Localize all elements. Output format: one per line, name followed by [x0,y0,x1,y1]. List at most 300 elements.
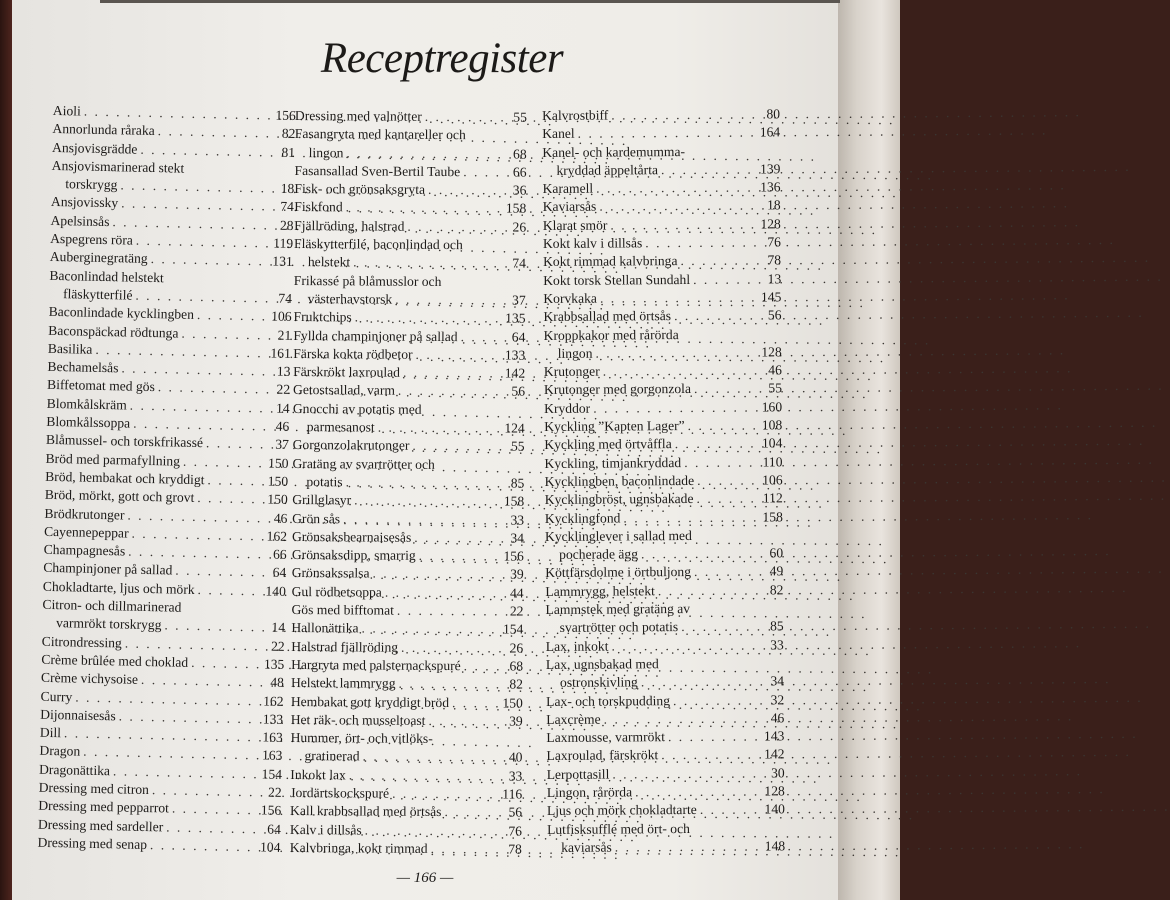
entry-line [290,821,522,841]
dot-leader [684,453,760,472]
entry-line [291,601,523,621]
entry-page-number: 150 [267,473,289,489]
entry-title: Lammrygg, helstekt [545,582,655,599]
index-entry [295,107,527,127]
entry-page-number: 33 [508,768,523,784]
entry-page-number: 78 [508,841,522,857]
dot-leader [354,492,501,511]
entry-page-number: 78 [767,252,782,268]
entry-title: Gul rödbetsoppa [291,583,382,600]
entry-line [292,528,524,548]
entry-title: Grön sås [292,510,341,526]
entry-page-number: 85 [510,475,525,491]
dot-leader [428,712,506,731]
entry-title: Kyckling ”Kapten Lager” [544,418,685,435]
entry-page-number: 37 [512,292,526,308]
index-entry [294,217,526,237]
entry-page-number: 22 [509,603,524,619]
entry-page-number: 46 [770,710,785,726]
entry-line [546,654,784,674]
entry-page-number: 110 [762,453,783,470]
entry-title: lingon [557,345,593,361]
entry-page-number: 14 [271,619,286,636]
entry-line [291,619,523,639]
dot-leader [398,382,509,401]
index-entry [542,105,780,125]
index-entry [292,491,524,511]
dot-leader [658,581,767,600]
index-entry [292,455,524,493]
entry-title: Dressing med pepparrot [38,798,170,816]
entry-line [544,435,782,455]
entry-title: Kroppkakor med rårörda [543,326,679,343]
entry-page-number: 140 [265,583,287,599]
entry-page-number: 68 [509,658,524,674]
entry-title: gratinerad [304,748,360,764]
entry-page-number: 163 [261,747,283,764]
entry-title: Inkokt lax [290,766,346,783]
entry-line [291,674,523,694]
dot-leader [463,163,510,182]
index-entry [544,453,782,473]
dot-leader [694,380,766,399]
index-entry [291,656,523,676]
entry-page-number: 34 [510,530,525,546]
entry-page-number: 64 [511,329,526,345]
index-entry [542,124,780,144]
index-entry [295,125,527,163]
entry-page-number: 156 [275,107,296,123]
entry-line [294,235,526,255]
entry-title: Gratäng av svartrötter och [292,455,435,472]
dot-leader [395,291,509,310]
dot-leader [166,818,264,838]
dot-leader [444,803,505,822]
entry-line [544,361,782,381]
entry-title: Hummer, ört- och vitlöks- [290,730,433,747]
entry-title: Kalvbringa, kokt rimmad [289,839,428,856]
dot-leader [696,490,759,509]
dot-leader [599,197,764,216]
dot-leader [425,108,511,127]
index-entry [294,162,526,182]
index-entry [545,563,783,583]
entry-line [545,526,783,546]
entry-page-number: 116 [502,786,523,802]
entry-title: Kalvrostbiff [542,107,609,123]
entry-line [544,325,782,345]
entry-title: pocherade ägg [559,546,639,563]
index-entry [294,198,526,218]
index-entry [546,727,784,747]
entry-title: Brödkrutonger [44,505,125,523]
entry-title: parmesanost [306,419,375,435]
dot-leader [403,364,502,383]
entry-title: Dressing med senap [37,834,148,852]
entry-page-number: 163 [262,729,283,745]
dot-leader [464,657,507,676]
dot-leader [401,638,507,657]
index-entry [293,308,525,328]
entry-page-number: 140 [764,801,785,817]
entry-page-number: 160 [761,399,783,415]
entry-line [290,784,522,804]
index-entry [546,746,784,766]
entry-page-number: 80 [766,106,781,122]
entry-title: Dressing med citron [38,779,150,798]
entry-line [292,455,524,475]
entry-page-number: 131 [272,253,293,270]
entry-title: Kyckling med örtvåffla [544,436,672,453]
entry-page-number: 44 [509,585,524,601]
entry-title: Fläskytterfilé, baconlindad och [293,236,463,253]
index-entry [544,398,782,418]
entry-title: Champinjoner på sallad [43,560,173,578]
entry-title: Karamell [542,180,594,197]
entry-title: Kycklingben, baconlindade [544,472,695,489]
entry-page-number: 106 [762,472,783,488]
entry-page-number: 32 [770,691,785,707]
entry-line [544,416,782,436]
index-entry [542,142,780,180]
entry-title: Bröd, mörkt, gott och grovt [44,487,195,506]
entry-page-number: 28 [279,217,294,233]
entry-title: Fiskfond [294,199,343,215]
dot-leader [694,563,767,582]
entry-title: Dill [39,724,62,741]
index-entry [544,416,782,436]
entry-title: Biffetomat med gös [46,377,155,395]
entry-line [293,308,525,328]
index-entry [543,197,781,217]
dot-leader [596,179,757,198]
index-column-3 [542,105,785,857]
dot-leader [158,379,274,400]
entry-page-number: 136 [760,179,781,195]
dot-leader [346,199,503,218]
entry-page-number: 85 [769,618,784,634]
dot-leader [414,529,507,548]
entry-page-number: 82 [509,676,524,692]
entry-line [291,711,523,731]
dot-leader [365,821,506,840]
entry-line [294,162,526,182]
entry-title: Fjällröding, halstrad [294,217,405,234]
dot-leader [355,309,503,328]
entry-line [543,197,781,217]
index-entry [291,601,523,621]
entry-page-number: 34 [770,673,785,689]
entry-page-number: 40 [508,749,523,765]
entry-page-number: 124 [504,420,525,436]
entry-page-number: 21 [277,327,292,343]
entry-title: Grönsakssalsa [291,565,370,581]
entry-page-number: 22 [276,382,291,398]
index-entry [546,636,784,656]
entry-page-number: 148 [764,838,786,854]
index-entry [292,528,524,548]
index-entry [290,784,522,804]
entry-title: Bröd, hembakat och kryddigt [45,468,205,488]
entry-title: Baconlindade kycklingben [48,304,195,323]
index-entry [294,235,526,273]
entry-title: Lammstek med gratäng av [545,600,691,618]
entry-continuation-line [293,418,525,438]
entry-page-number: 60 [769,545,784,561]
entry-title: Grönsaksbearnaisesås [291,528,412,545]
entry-title: Korvkaka [543,290,597,306]
entry-line [293,400,525,420]
entry-page-number: 158 [762,508,783,525]
dot-leader [397,602,507,621]
entry-title: fläskytterfilé [62,286,133,303]
dot-leader [197,581,262,601]
entry-title: Krutonger med gorgonzola [543,381,692,398]
entry-line [545,599,783,619]
dot-leader [197,489,264,509]
entry-title: Fasansallad Sven-Bertil Taube [294,162,461,180]
entry-line [293,363,525,383]
entry-page-number: 64 [267,821,282,837]
entry-page-number: 55 [510,438,525,454]
entry-line [292,583,524,603]
page-title: Receptregister [320,35,564,82]
entry-title: Fasangryta med kantareller och [294,126,466,143]
entry-title: Kycklinglever i sallad med [544,527,692,544]
dot-leader [452,694,500,713]
index-entry [291,692,523,712]
index-column-2 [290,107,527,859]
entry-page-number: 39 [509,713,523,729]
entry-page-number: 74 [280,199,295,215]
entry-line [37,834,280,857]
dot-leader [610,215,757,234]
entry-page-number: 13 [767,271,782,287]
entry-line [547,801,785,821]
index-entry [547,819,785,857]
entry-page-number: 156 [503,548,524,564]
index-entry [543,252,781,272]
entry-title: Aspegrens röra [50,230,134,248]
entry-line [292,510,524,530]
index-entry [545,526,783,564]
dot-leader [150,250,269,271]
entry-title: Laxcrème [546,711,601,727]
index-entry [51,157,295,199]
entry-title: Champagnesås [43,541,126,559]
index-entry [290,766,522,786]
dot-leader [693,270,765,289]
entry-page-number: 128 [764,783,785,799]
entry-title: Bröd med parmafyllning [45,450,181,469]
entry-line [542,124,780,144]
dot-leader [688,417,759,436]
entry-title: Laxmousse, varmrökt [546,729,665,746]
entry-page-number: 33 [770,636,784,653]
entry-title: Lingon, rårörda [546,784,633,800]
index-entry [292,564,524,584]
entry-title: Auberginegratäng [49,249,148,267]
dot-leader [412,437,508,456]
dot-leader [674,307,765,326]
entry-title: Gnocchi av potatis med [292,400,422,417]
entry-line [543,179,781,199]
entry-page-number: 33 [510,512,525,528]
index-entry [292,510,524,530]
entry-page-number: 55 [513,109,527,125]
entry-line [546,709,784,729]
dot-leader [346,473,508,492]
entry-line [291,729,523,749]
entry-title: Kryddor [544,400,591,416]
entry-title: Ljus och mörk chokladtarte [546,802,697,819]
entry-line [293,436,525,456]
entry-title: Cayennepeppar [43,523,129,541]
entry-title: Dressing med sardeller [37,816,164,834]
entry-line [291,656,523,676]
index-entry [544,325,782,363]
dot-leader [623,508,759,527]
entry-page-number: 150 [267,491,288,508]
entry-page-number: 119 [273,235,294,252]
dot-leader [353,254,509,273]
entry-title: Het räk- och musseltoast [290,711,426,728]
entry-page-number: 37 [275,436,290,453]
dot-leader [700,801,762,820]
entry-title: Frikassé på blåmusslor och [293,272,442,289]
entry-page-number: 66 [512,164,527,180]
entry-line [544,453,782,473]
entry-line [543,288,781,308]
entry-page-number: 82 [769,582,784,598]
entry-title: Helstekt lammrygg [290,675,396,691]
entry-line [545,471,783,491]
index-entry [543,215,781,235]
index-entry [294,272,526,310]
entry-title: Kanel- och kardemumma- [542,143,686,160]
dot-leader [668,728,761,747]
dot-leader [183,452,266,472]
entry-line [545,508,783,528]
entry-title: Dressing med valnötter [294,107,422,124]
index-entry [545,599,783,637]
entry-line [543,307,781,327]
entry-page-number: 14 [275,400,290,416]
entry-page-number: 142 [504,365,526,381]
entry-line [290,766,522,786]
index-entry [291,711,523,731]
entry-line [290,802,522,822]
entry-continuation-line [544,343,782,363]
entry-title: Citron- och dillmarinerad [42,596,182,615]
entry-continuation-line [546,618,784,638]
dot-leader [612,764,768,783]
entry-line [292,546,524,566]
index-entry [293,363,525,383]
entry-line [294,198,526,218]
dot-leader [346,144,510,163]
index-entry [543,307,781,327]
index-entry [547,801,785,821]
entry-page-number: 66 [272,546,287,563]
index-entry [543,233,781,253]
dot-leader [175,562,270,582]
dot-leader [407,218,509,237]
index-entry [546,709,784,729]
entry-title: Dijonnaisesås [40,706,116,724]
entry-line [290,839,522,859]
entry-title: Ansjovisgrädde [51,139,138,157]
entry-title: helstekt [307,254,351,270]
index-entry [294,180,526,200]
entry-title: Kycklingfond [544,509,621,526]
entry-title: Klarat smör [542,217,608,233]
dot-leader [578,124,757,144]
dot-leader [172,800,258,820]
entry-line [543,233,781,253]
entry-title: Baconspäckad rödtunga [48,322,179,341]
dot-leader [152,781,266,802]
top-rule [100,0,840,3]
dot-leader [428,181,510,200]
dot-leader [363,748,506,767]
entry-title: Kokt torsk Stellan Sundahl [543,271,691,288]
entry-title: Kall krabbsallad med örtsås [290,803,442,820]
dot-leader [191,654,261,674]
index-entry [543,288,781,308]
entry-title: Ansjovismarinerad stekt [51,157,185,176]
entry-title: Gös med bifftomat [291,602,394,618]
entry-page-number: 164 [759,124,781,140]
dot-leader [181,324,275,344]
entry-line [543,270,781,290]
entry-title: svartrötter och potatis [559,619,679,636]
entry-page-number: 133 [504,347,526,363]
entry-line [294,272,526,292]
entry-line [547,819,785,839]
entry-title: Krabbsallad med örtsås [543,308,672,325]
index-entry [290,839,522,859]
index-entry [291,674,523,694]
entry-title: Fisk- och grönsaksgryta [294,181,426,198]
entry-page-number: 30 [771,765,785,781]
entry-line [546,636,784,656]
entry-title: Kycklingbröst, ugnsbakade [544,491,694,508]
entry-title: Blomkålssoppa [46,413,131,431]
entry-line [546,691,784,711]
dot-leader [431,840,506,859]
dot-leader [635,782,761,801]
entry-page-number: 56 [508,804,523,820]
entry-title: Apelsinsås [50,212,110,229]
entry-title: Blåmussel- och torskfrikassé [45,432,204,451]
entry-page-number: 18 [767,197,781,213]
entry-title: Halstrad fjällröding [291,638,399,655]
entry-title: lingon [308,144,344,160]
entry-title: Basilika [47,340,93,357]
entry-page-number: 18 [280,180,295,197]
entry-line [545,490,783,510]
entry-continuation-line [542,160,780,180]
entry-line [546,746,784,766]
entry-title: ostronskivling [559,674,638,691]
dot-leader [416,346,502,365]
entry-line [292,564,524,584]
entry-page-number: 135 [263,656,285,672]
entry-title: Hembakat gott kryddigt bröd [290,693,450,710]
entry-continuation-line [294,290,526,310]
entry-title: Blomkålskräm [46,395,127,413]
